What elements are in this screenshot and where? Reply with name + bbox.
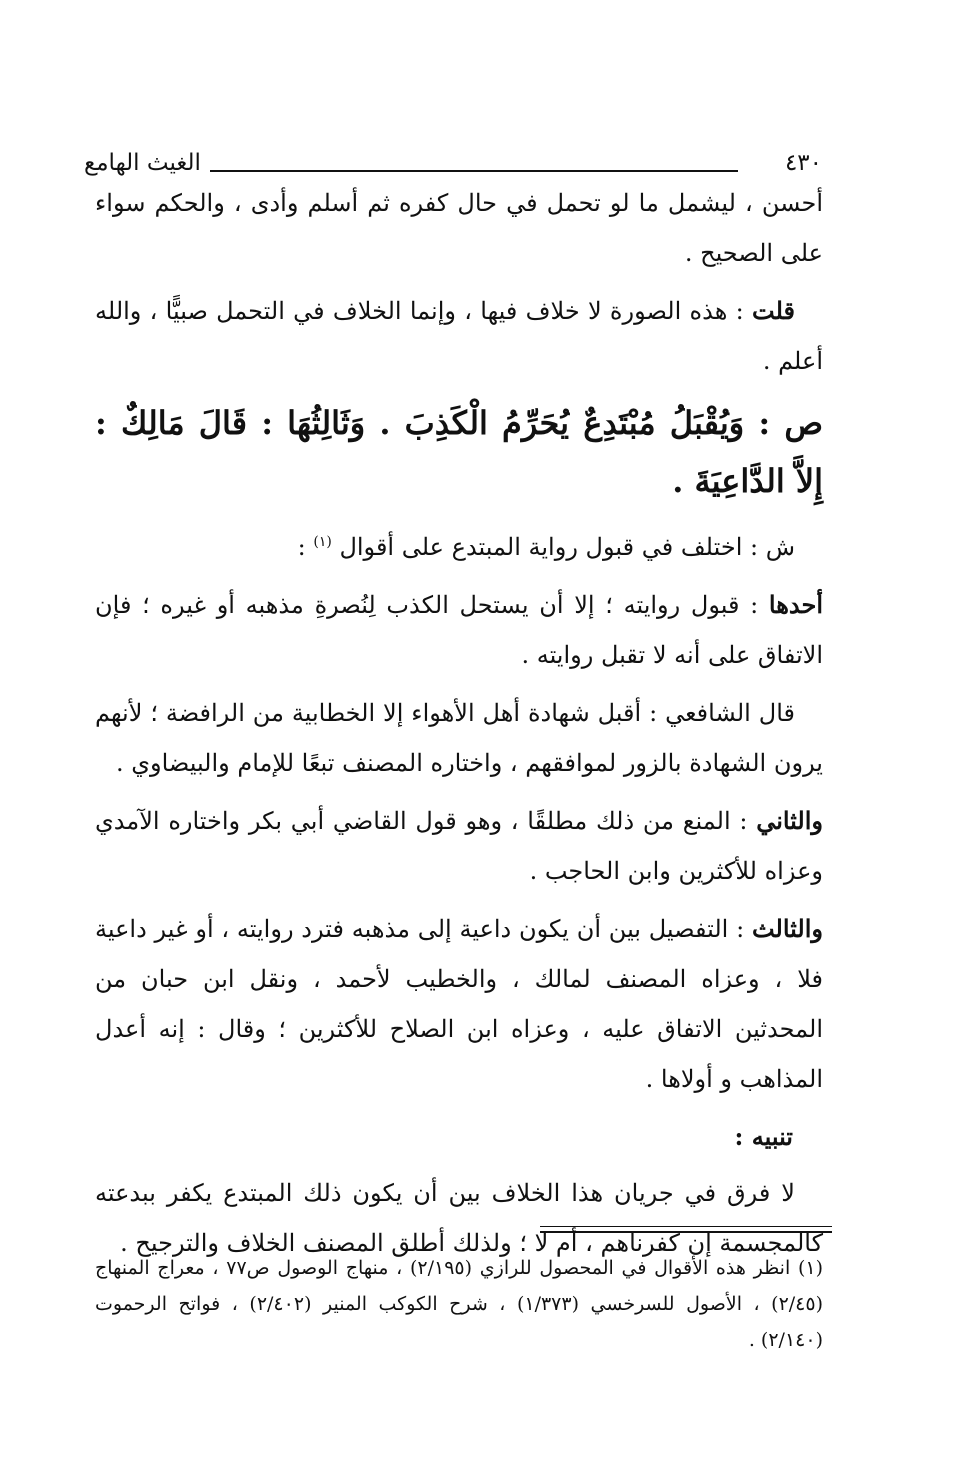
main-text bbox=[95, 178, 823, 1276]
qultu-lead: قلت bbox=[752, 296, 795, 325]
book-title: الغيث الهامع bbox=[84, 150, 201, 176]
matn-text: ص : وَيُقْبَلُ مُبْتَدِعٌ يُحَرِّمُ الْكَذِبَ . وَثَالِثُهَا : قَالَ مَالِكٌ : إِلاَّ الدَّاعِيَةَ . bbox=[95, 404, 823, 500]
paragraph-shafii: قال الشافعي : أقبل شهادة أهل الأهواء إلا الخطابية من الرافضة ؛ لأنهم يرون الشهادة بالزور لموافقهم ، واختاره المصنف تبعًا للإمام والبيضاوي . bbox=[95, 699, 823, 777]
footnote-reference: (١) bbox=[313, 534, 332, 550]
paragraph-continuation: أحسن ، ليشمل ما لو تحمل في حال كفره ثم أسلم وأدى ، والحكم سواء على الصحيح . bbox=[95, 189, 823, 267]
paragraph-first-opinion: أحدها : قبول روايته ؛ إلا أن يستحل الكذب لِنُصرةِ مذهبه أو غيره ؛ فإن الاتفاق على أنه لا تقبل روايته . bbox=[95, 590, 823, 669]
second-lead: والثاني bbox=[756, 806, 823, 835]
paragraph-third-opinion: والثالث : التفصيل بين أن يكون داعية إلى مذهبه فترد روايته ، أو غير داعية فلا ، وعزاه المصنف لمالك ، والخطيب لأحمد ، ونقل ابن حبان من المحدثين الاتفاق عليه ، وعزاه ابن الصلاح للأكثرين ؛ وقال : إنه أعدل المذاهب و أولاها . bbox=[95, 914, 823, 1093]
paragraph-qultu: قلت : هذه الصورة لا خلاف فيها ، وإنما الخلاف في التحمل صبيًّا ، والله أعلم . bbox=[95, 296, 823, 375]
paragraph-second-opinion: والثاني : المنع من ذلك مطلقًا ، وهو قول القاضي أبي بكر واختاره الآمدي وعزاه للأكثرين وابن الحاجب . bbox=[95, 806, 823, 885]
footnote: (١) انظر هذه الأقوال في المحصول للرازي (٢/١٩٥) ، منهاج الوصول ص٧٧ ، معراج المنهاج (٢/٤٥) ، الأصول للسرخسي (١/٣٧٣) ، شرح الكوكب المنير (٢/٤٠٢) ، فواتح الرحموت (٢/١٤٠) . bbox=[95, 1257, 824, 1351]
paragraph-tanbih: لا فرق في جريان هذا الخلاف بين أن يكون ذلك المبتدع يكفر ببدعته كالمجسمة إن كفرناهم ، أم لا ؛ ولذلك أطلق المصنف الخلاف والترجيح . bbox=[95, 1179, 823, 1257]
third-lead: والثالث bbox=[751, 914, 823, 943]
header-rule bbox=[210, 170, 738, 172]
paragraph-sharh-intro: ش : اختلف في قبول رواية المبتدع على أقوال $^{(١)}$ : bbox=[297, 533, 795, 561]
tanbih-heading: تنبيه : bbox=[734, 1122, 793, 1151]
first-lead: أحدها bbox=[768, 590, 823, 619]
footnote-separator bbox=[540, 1226, 832, 1233]
page-number: ٤٣٠ bbox=[784, 150, 822, 176]
